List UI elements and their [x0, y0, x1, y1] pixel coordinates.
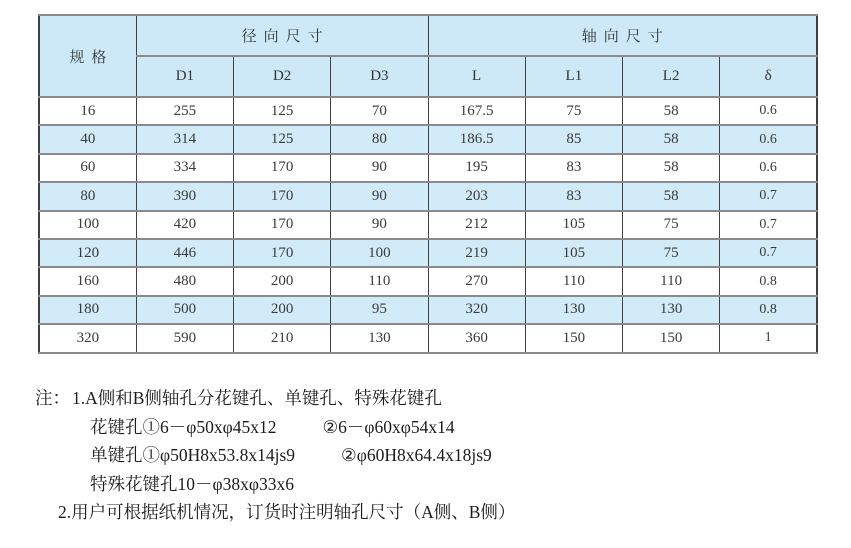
spec-cell: 60	[39, 154, 136, 182]
spec-cell: 180	[39, 296, 136, 324]
value-cell: 58	[623, 154, 720, 182]
value-cell: 130	[623, 296, 720, 324]
note-line	[35, 498, 815, 527]
value-cell: 167.5	[428, 97, 525, 125]
note-segment: 1.A侧和B侧轴孔分花键孔、单键孔、特殊花键孔	[72, 388, 442, 408]
table-row	[39, 239, 817, 267]
value-cell: 360	[428, 324, 525, 352]
note-line	[35, 413, 815, 442]
note-line	[35, 384, 815, 413]
note-line	[35, 441, 815, 470]
value-cell: 0.6	[720, 97, 817, 125]
value-cell: 105	[525, 239, 622, 267]
spec-cell: 100	[39, 211, 136, 239]
value-cell: 130	[525, 296, 622, 324]
note-segment: 特殊花键孔10－φ38xφ33x6	[90, 473, 294, 494]
value-cell: 212	[428, 211, 525, 239]
table-row	[39, 324, 817, 352]
value-cell: 500	[136, 296, 233, 324]
spec-cell: 16	[39, 97, 136, 125]
value-cell: 334	[136, 154, 233, 182]
value-cell: 170	[234, 154, 331, 182]
value-cell: 480	[136, 267, 233, 295]
value-cell: 80	[331, 125, 428, 153]
value-cell: 446	[136, 239, 233, 267]
note-segment: 花键孔①6－φ50xφ45x12	[90, 416, 277, 437]
col-header-D3: D3	[331, 56, 428, 97]
table-row	[39, 125, 817, 153]
value-cell: 195	[428, 154, 525, 182]
value-cell: 0.6	[720, 154, 817, 182]
note-segment: 单键孔①φ50H8x53.8x14js9	[90, 445, 296, 466]
value-cell: 420	[136, 211, 233, 239]
value-cell: 170	[234, 211, 331, 239]
value-cell: 110	[525, 267, 622, 295]
value-cell: 90	[331, 211, 428, 239]
value-cell: 0.7	[720, 239, 817, 267]
note-segment: ②6－φ60xφ54x14	[322, 416, 455, 437]
value-cell: 270	[428, 267, 525, 295]
value-cell: 58	[623, 182, 720, 210]
spec-cell: 80	[39, 182, 136, 210]
note-segment: ②φ60H8x64.4x18js9	[341, 445, 492, 466]
value-cell: 255	[136, 97, 233, 125]
note-line	[35, 470, 815, 499]
dimension-table	[38, 14, 818, 354]
value-cell: 90	[331, 154, 428, 182]
value-cell: 186.5	[428, 125, 525, 153]
value-cell: 125	[234, 125, 331, 153]
col-header-L2: L2	[623, 56, 720, 97]
col-header-axial-dimensions: 轴向尺寸	[428, 15, 817, 56]
value-cell: 83	[525, 154, 622, 182]
table-row	[39, 211, 817, 239]
col-header-L1: L1	[525, 56, 622, 97]
value-cell: 0.6	[720, 125, 817, 153]
value-cell: 0.8	[720, 296, 817, 324]
col-header-D1: D1	[136, 56, 233, 97]
value-cell: 58	[623, 125, 720, 153]
value-cell: 105	[525, 211, 622, 239]
table-row	[39, 97, 817, 125]
value-cell: 590	[136, 324, 233, 352]
value-cell: 170	[234, 182, 331, 210]
col-header-δ: δ	[720, 56, 817, 97]
value-cell: 320	[428, 296, 525, 324]
value-cell: 314	[136, 125, 233, 153]
value-cell: 110	[331, 267, 428, 295]
table-row	[39, 182, 817, 210]
value-cell: 200	[234, 267, 331, 295]
col-header-radial-dimensions: 径向尺寸	[136, 15, 428, 56]
value-cell: 150	[525, 324, 622, 352]
value-cell: 150	[623, 324, 720, 352]
value-cell: 200	[234, 296, 331, 324]
value-cell: 219	[428, 239, 525, 267]
table-subheader-row	[39, 56, 817, 97]
note-segment: 2.用户可根据纸机情况，订货时注明轴孔尺寸（A侧、B侧）	[58, 502, 516, 523]
spec-cell: 320	[39, 324, 136, 352]
value-cell: 125	[234, 97, 331, 125]
value-cell: 70	[331, 97, 428, 125]
value-cell: 83	[525, 182, 622, 210]
table-row	[39, 267, 817, 295]
table-header-group-row	[39, 15, 817, 56]
value-cell: 0.7	[720, 211, 817, 239]
value-cell: 110	[623, 267, 720, 295]
value-cell: 1	[720, 324, 817, 352]
col-header-D2: D2	[234, 56, 331, 97]
value-cell: 100	[331, 239, 428, 267]
value-cell: 170	[234, 239, 331, 267]
value-cell: 75	[525, 97, 622, 125]
value-cell: 390	[136, 182, 233, 210]
value-cell: 58	[623, 97, 720, 125]
value-cell: 130	[331, 324, 428, 352]
notes-block	[35, 384, 815, 527]
value-cell: 85	[525, 125, 622, 153]
value-cell: 75	[623, 239, 720, 267]
col-header-spec: 规格	[39, 15, 136, 97]
col-header-L: L	[428, 56, 525, 97]
notes-label: 注：	[35, 388, 70, 408]
spec-cell: 160	[39, 267, 136, 295]
table-row	[39, 296, 817, 324]
spec-cell: 120	[39, 239, 136, 267]
spec-cell: 40	[39, 125, 136, 153]
value-cell: 0.8	[720, 267, 817, 295]
value-cell: 0.7	[720, 182, 817, 210]
value-cell: 75	[623, 211, 720, 239]
value-cell: 210	[234, 324, 331, 352]
value-cell: 203	[428, 182, 525, 210]
value-cell: 90	[331, 182, 428, 210]
value-cell: 95	[331, 296, 428, 324]
table-row	[39, 154, 817, 182]
